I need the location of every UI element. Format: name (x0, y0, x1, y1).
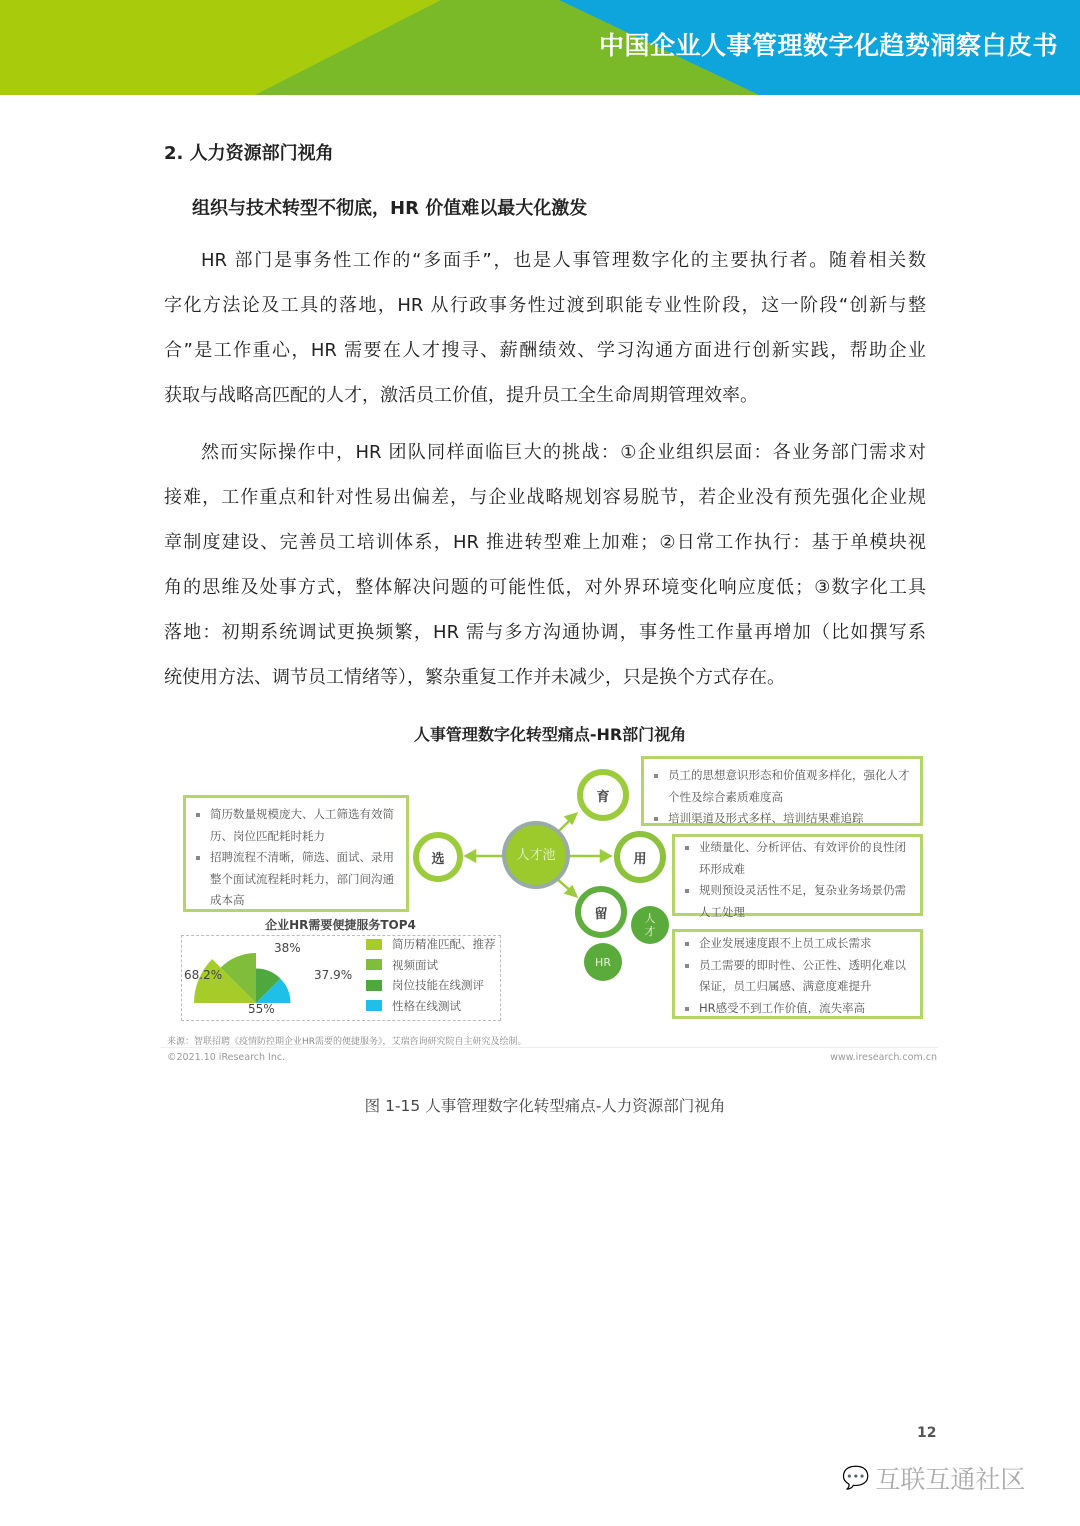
page-number: 12 (917, 1425, 937, 1441)
legend-swatch (366, 939, 382, 950)
legend-item (366, 996, 496, 1017)
data-label: 38% (274, 941, 301, 955)
bullet: 简历数量规模庞大、人工筛选有效简历、岗位匹配耗时耗力 (196, 804, 396, 847)
text-line: 合”是工作重心，HR 需要在人才搜寻、薪酬绩效、学习沟通方面进行创新实践，帮助企业 (164, 340, 926, 361)
wechat-icon: 💬 (842, 1465, 870, 1491)
watermark-text: 互联互通社区 (875, 1465, 1026, 1494)
bullet: 规则预设灵活性不足，复杂业务场景仍需人工处理 (685, 880, 910, 923)
text-line: 统使用方法、调节员工情绪等），繁杂重复工作并未减少，只是换个方式存在。 (164, 667, 785, 688)
paragraph-1 (164, 238, 926, 418)
node-educate: 育 (577, 769, 629, 821)
section-heading: 2. 人力资源部门视角 (164, 143, 334, 164)
retain-pain-box (672, 929, 923, 1019)
node-use: 用 (614, 831, 666, 883)
bullet: 员工的思想意识形态和价值观多样化，强化人才个性及综合素质难度高 (654, 765, 910, 808)
node-retain: 留 (575, 886, 627, 938)
data-label: 37.9% (314, 968, 353, 982)
text-line: 字化方法论及工具的落地，HR 从行政事务性过渡到职能专业性阶段，这一阶段“创新与整 (164, 295, 926, 316)
legend-swatch (366, 1000, 382, 1011)
subheading: 组织与技术转型不彻底，HR 价值难以最大化激发 (192, 198, 588, 219)
bullet: 业绩量化、分析评估、有效评价的良性闭环形成难 (685, 837, 910, 880)
watermark (842, 1460, 1025, 1496)
bullet: 企业发展速度跟不上员工成长需求 (685, 933, 910, 955)
node-select: 选 (413, 832, 463, 882)
hub-label: 人才池 (506, 825, 566, 885)
text-line: 然而实际操作中，HR 团队同样面临巨大的挑战：①企业组织层面：各业务部门需求对 (201, 442, 926, 463)
document-title: 中国企业人事管理数字化趋势洞察白皮书 (598, 31, 1058, 60)
bullet: 培训渠道及形式多样、培训结果难追踪 (654, 808, 910, 830)
figure-caption: 图 1-15 人事管理数字化转型痛点-人力资源部门视角 (364, 1097, 726, 1115)
data-label: 55% (248, 1002, 275, 1016)
legend-label: 性格在线测试 (392, 998, 461, 1013)
bullet: 员工需要的即时性、公正性、透明化难以保证，员工归属感、满意度难提升 (685, 955, 910, 998)
legend-item (366, 975, 496, 996)
node-talent: 人才 (631, 906, 669, 944)
node-talent-pool (502, 821, 570, 889)
legend-label: 岗位技能在线测评 (392, 978, 484, 993)
data-label: 68.2% (184, 968, 223, 982)
legend-swatch (366, 959, 382, 970)
educate-pain-box (641, 756, 923, 826)
legend-label: 视频面试 (392, 957, 438, 972)
text-line: 落地：初期系统调试更换频繁，HR 需与多方沟通协调，事务性工作量再增加（比如撰写系 (164, 622, 926, 643)
divider (160, 1047, 938, 1048)
chart-legend (366, 934, 496, 1016)
paragraph-2 (164, 430, 926, 700)
legend-item (366, 955, 496, 976)
legend-label: 简历精准匹配、推荐 (392, 937, 496, 952)
bullet: HR感受不到工作价值，流失率高 (685, 998, 910, 1020)
copyright: ©2021.10 iResearch Inc. (167, 1052, 286, 1063)
use-pain-box (672, 834, 923, 919)
figure-source: 来源：智联招聘《疫情防控期企业HR需要的便捷服务》，艾瑞咨询研究院自主研究及绘制。 (167, 1037, 527, 1047)
chart-title: 企业HR需要便捷服务TOP4 (265, 918, 416, 932)
text-line: 角的思维及处事方式，整体解决问题的可能性低，对外界环境变化响应度低；③数字化工具 (164, 577, 926, 598)
figure-title: 人事管理数字化转型痛点-HR部门视角 (413, 725, 687, 744)
bullet: 招聘流程不清晰，筛选、面试、录用整个面试流程耗时耗力，部门间沟通成本高 (196, 847, 396, 912)
legend-swatch (366, 980, 382, 991)
legend-item (366, 934, 496, 955)
select-pain-box (183, 795, 409, 912)
website: www.iresearch.com.cn (830, 1052, 937, 1063)
text-line: 章制度建设、完善员工培训体系，HR 推进转型难上加难；②日常工作执行：基于单模块视 (164, 532, 926, 553)
text-line: 接难，工作重点和针对性易出偏差，与企业战略规划容易脱节，若企业没有预先强化企业规 (164, 487, 926, 508)
node-hr: HR (584, 943, 622, 981)
text-line: 获取与战略高匹配的人才，激活员工价值，提升员工全生命周期管理效率。 (164, 385, 758, 406)
text-line: HR 部门是事务性工作的“多面手”，也是人事管理数字化的主要执行者。随着相关数 (201, 250, 926, 271)
